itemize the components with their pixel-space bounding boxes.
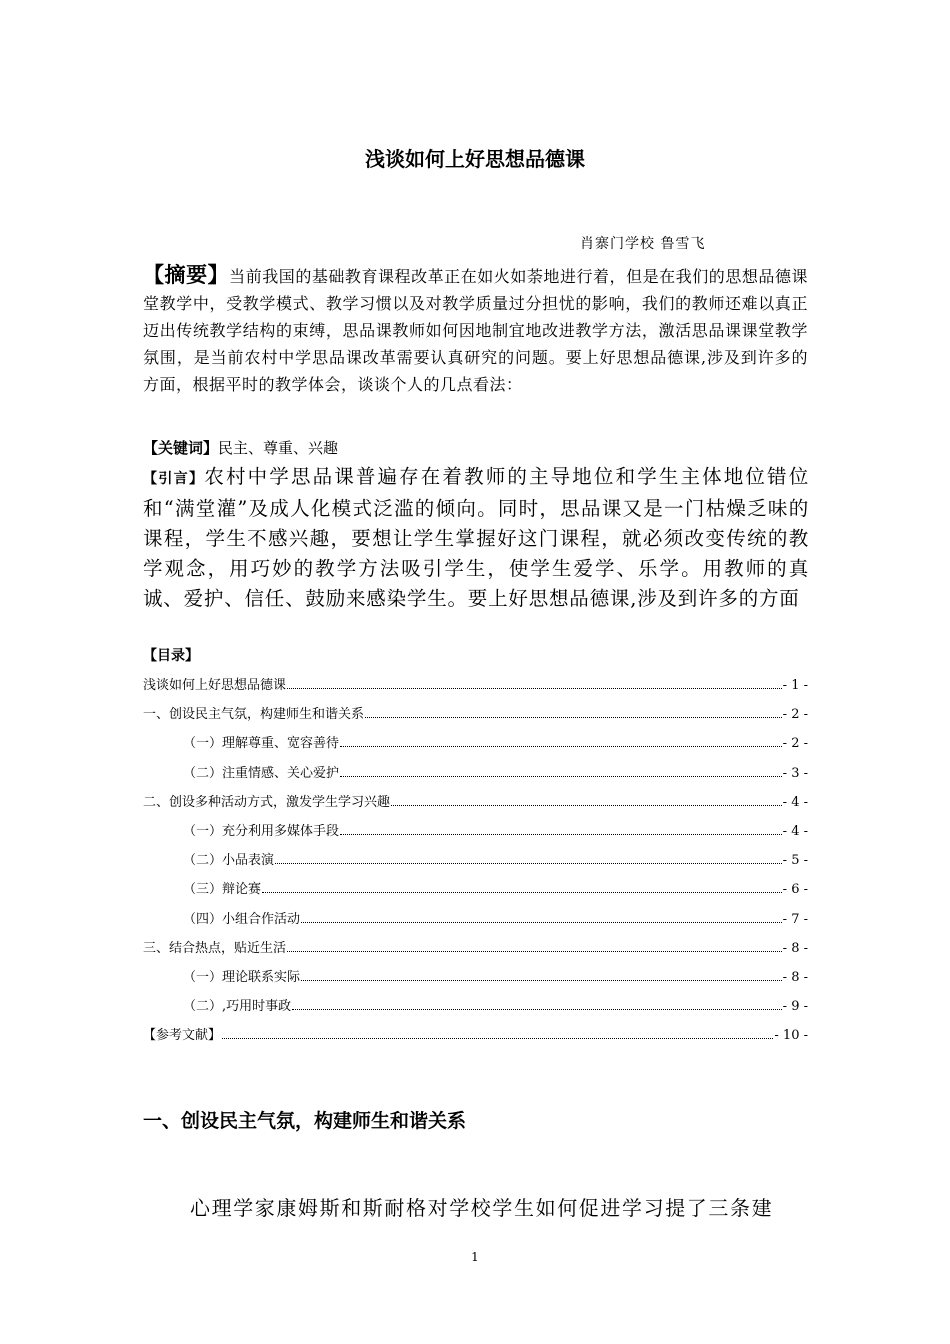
toc-dot-leader [222, 1038, 773, 1039]
toc-entry-page: - 6 - [782, 882, 808, 898]
toc-entry[interactable] [143, 878, 808, 907]
toc-entry-label: （二）注重情感、关心爱护 [183, 765, 340, 781]
toc-entry-label: （四）小组合作活动 [183, 911, 301, 927]
toc-entry-page: - 8 - [782, 969, 808, 985]
keywords-heading: 【关键词】 [143, 439, 219, 457]
toc-dot-leader [391, 805, 782, 806]
toc-entry[interactable] [143, 995, 808, 1024]
toc-entry-label: 一、创设民主气氛，构建师生和谐关系 [143, 707, 365, 723]
toc-entry[interactable] [143, 762, 808, 791]
intro-text: 农村中学思品课普遍存在着教师的主导地位和学生主体地位错位和“满堂灌”及成人化模式泛滥的倾向。同时，思品课又是一门枯燥乏味的课程，学生不感兴趣，要想让学生掌握好这门课程，就必须改变传统的教学观念，用巧妙的教学方法吸引学生，使学生爱学、乐学。用教师的真诚、爱护、信任、鼓励来感染学生。要上好思想品德课,涉及到许多的方面 [143, 465, 810, 610]
toc-entry[interactable] [143, 937, 808, 966]
toc-entry-page: - 10 - [774, 1028, 808, 1044]
toc-entry[interactable] [143, 908, 808, 937]
toc-heading: 【目录】 [143, 648, 199, 664]
toc-entry-page: - 2 - [782, 707, 808, 723]
toc-dot-leader [340, 746, 782, 747]
abstract-heading: 【摘要】 [143, 263, 230, 287]
toc-dot-leader [287, 688, 782, 689]
toc-dot-leader [340, 776, 782, 777]
toc-entry-label: （一）充分利用多媒体手段 [183, 823, 340, 839]
body-paragraph: 心理学家康姆斯和斯耐格对学校学生如何促进学习提了三条建 [190, 1196, 774, 1220]
toc-dot-leader [275, 863, 782, 864]
abstract-paragraph [143, 262, 808, 398]
intro-paragraph [143, 462, 809, 614]
toc-entry-page: - 7 - [782, 911, 808, 927]
section-heading: 一、创设民主气氛，构建师生和谐关系 [143, 1110, 467, 1132]
document-title: 浅谈如何上好思想品德课 [365, 147, 585, 171]
toc-entry-page: - 2 - [782, 736, 808, 752]
toc-dot-leader [301, 980, 782, 981]
toc-entry-page: - 4 - [782, 823, 808, 839]
toc-entry[interactable] [143, 820, 808, 849]
toc-dot-leader [301, 922, 782, 923]
toc-dot-leader [340, 834, 782, 835]
toc-entry-label: 浅谈如何上好思想品德课 [143, 678, 287, 693]
page-number: 1 [471, 1250, 479, 1264]
keywords-line [143, 437, 338, 458]
abstract-text: 当前我国的基础教育课程改革正在如火如荼地进行着，但是在我们的思想品德课堂教学中，受教学模式、教学习惯以及对教学质量过分担忧的影响，我们的教师还难以真正迈出传统教学结构的束缚，思品课教师如何因地制宜地改进教学方法，激活思品课课堂教学氛围，是当前农村中学思品课改革需要认真研究的问题。要上好思想品德课,涉及到许多的方面，根据平时的教学体会，谈谈个人的几点看法： [143, 267, 808, 394]
toc-entry-page: - 8 - [782, 940, 808, 956]
toc-entry-label: （二）,巧用时事政 [183, 999, 292, 1015]
toc-entry-page: - 1 - [782, 678, 808, 693]
toc-entry[interactable] [143, 791, 808, 820]
toc-dot-leader [292, 1009, 782, 1010]
toc-entry-label: （一）理解尊重、宽容善待 [183, 736, 340, 752]
toc-entry[interactable] [143, 966, 808, 995]
toc-entry[interactable] [143, 732, 808, 761]
toc-entry-page: - 4 - [782, 794, 808, 810]
toc-dot-leader [365, 717, 782, 718]
toc-entry-page: - 3 - [782, 765, 808, 781]
toc-dot-leader [262, 892, 782, 893]
toc-entry-page: - 9 - [782, 999, 808, 1015]
keywords-text: 民主、尊重、兴趣 [218, 439, 339, 457]
toc-entry[interactable] [143, 674, 808, 703]
toc-entry-label: 三、结合热点，贴近生活 [143, 940, 287, 956]
toc-entry-label: 【参考文献】 [143, 1028, 222, 1044]
toc-entry[interactable] [143, 849, 808, 878]
toc-entry[interactable] [143, 703, 808, 732]
table-of-contents [143, 674, 808, 1053]
toc-entry-label: （三）辩论赛 [183, 882, 262, 898]
author-line: 肖寨门学校 鲁雪飞 [580, 236, 706, 252]
toc-entry-label: （一）理论联系实际 [183, 969, 301, 985]
toc-entry[interactable] [143, 1024, 808, 1053]
toc-entry-label: （二）小品表演 [183, 853, 275, 869]
intro-heading: 【引言】 [143, 471, 205, 487]
toc-dot-leader [287, 951, 782, 952]
toc-entry-label: 二、创设多种活动方式，激发学生学习兴趣 [143, 794, 391, 810]
toc-entry-page: - 5 - [782, 853, 808, 869]
